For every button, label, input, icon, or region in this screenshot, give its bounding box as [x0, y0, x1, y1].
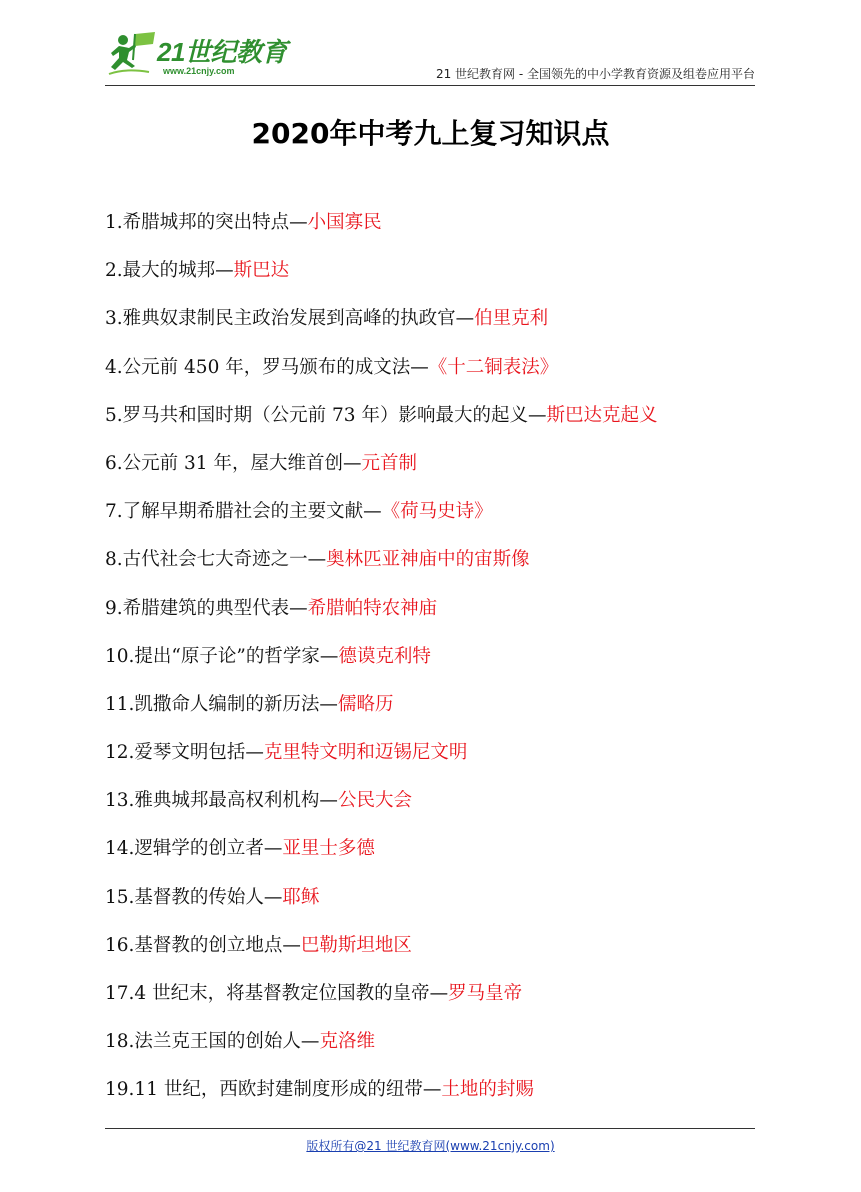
question-text: 7.了解早期希腊社会的主要文献—: [105, 501, 382, 523]
list-item: [105, 1075, 755, 1123]
question-text: 18.法兰克王国的创始人—: [105, 1031, 320, 1053]
answer-text: 《荷马史诗》: [381, 501, 493, 523]
list-item: [105, 931, 755, 979]
answer-text: 土地的封赐: [441, 1079, 534, 1101]
list-item: [105, 304, 755, 352]
list-item: [105, 883, 755, 931]
list-item: [105, 690, 755, 738]
answer-text: 奥林匹亚神庙中的宙斯像: [326, 549, 530, 571]
question-text: 15.基督教的传始人—: [105, 886, 283, 908]
answer-text: 耶稣: [282, 886, 320, 908]
answer-text: 伯里克利: [474, 308, 549, 330]
question-text: 9.希腊建筑的典型代表—: [105, 597, 308, 619]
list-item: [105, 786, 755, 834]
header-divider: [105, 85, 755, 86]
answer-text: 斯巴达克起义: [546, 404, 658, 426]
answer-text: 克里特文明和迈锡尼文明: [263, 742, 468, 764]
answer-text: 巴勒斯坦地区: [300, 934, 412, 956]
question-text: 6.公元前 31 年，屋大维首创—: [105, 452, 362, 474]
answer-text: 希腊帕特农神庙: [307, 597, 438, 619]
question-text: 4.公元前 450 年，罗马颁布的成文法—: [105, 356, 429, 378]
list-item: [105, 401, 755, 449]
footer-divider: [105, 1128, 755, 1129]
question-text: 12.爱琴文明包括—: [105, 742, 264, 764]
question-text: 8.古代社会七大奇迹之一—: [105, 549, 327, 571]
list-item: [105, 1027, 755, 1075]
answer-text: 元首制: [361, 452, 417, 474]
list-item: [105, 594, 755, 642]
site-logo[interactable]: [105, 30, 305, 80]
answer-text: 克洛维: [319, 1031, 375, 1053]
logo-text: 21世纪教育: [157, 37, 287, 67]
page-header: [105, 28, 755, 88]
knowledge-list: [105, 208, 755, 1124]
question-text: 1.希腊城邦的突出特点—: [105, 212, 308, 233]
answer-text: 罗马皇帝: [448, 983, 523, 1004]
answer-text: 斯巴达: [233, 260, 290, 282]
list-item: [105, 642, 755, 690]
answer-text: 儒略历: [337, 693, 394, 715]
question-text: 19.11 世纪，西欧封建制度形成的纽带—: [105, 1079, 442, 1101]
list-item: [105, 545, 755, 593]
question-text: 3.雅典奴隶制民主政治发展到高峰的执政官—: [105, 308, 475, 330]
page-title: 2020年中考九上复习知识点: [251, 117, 610, 150]
logo-url: www.21cnjy.com: [163, 66, 235, 76]
question-text: 5.罗马共和国时期（公元前 73 年）影响最大的起义—: [105, 404, 547, 426]
list-item: [105, 449, 755, 497]
header-tagline: 21 世纪教育网 - 全国领先的中小学教育资源及组卷应用平台: [435, 67, 755, 81]
question-text: 11.凯撒命人编制的新历法—: [105, 693, 338, 715]
question-text: 17.4 世纪末，将基督教定位国教的皇帝—: [105, 983, 449, 1004]
question-text: 13.雅典城邦最高权利机构—: [105, 790, 338, 812]
list-item: [105, 834, 755, 882]
list-item: [105, 208, 755, 256]
answer-text: 亚里士多德: [282, 838, 375, 860]
list-item: [105, 979, 755, 1027]
answer-text: 公民大会: [337, 790, 412, 812]
list-item: [105, 353, 755, 401]
copyright-link[interactable]: 版权所有@21 世纪教育网(www.21cnjy.com): [306, 1139, 555, 1153]
running-man-icon: [105, 30, 161, 80]
answer-text: 《十二铜表法》: [428, 356, 559, 378]
answer-text: 小国寡民: [307, 212, 382, 233]
answer-text: 德谟克利特: [338, 645, 431, 667]
question-text: 16.基督教的创立地点—: [105, 934, 301, 956]
question-text: 14.逻辑学的创立者—: [105, 838, 283, 860]
list-item: [105, 738, 755, 786]
list-item: [105, 497, 755, 545]
question-text: 2.最大的城邦—: [105, 260, 234, 282]
list-item: [105, 256, 755, 304]
question-text: 10.提出“原子论”的哲学家—: [105, 645, 339, 667]
